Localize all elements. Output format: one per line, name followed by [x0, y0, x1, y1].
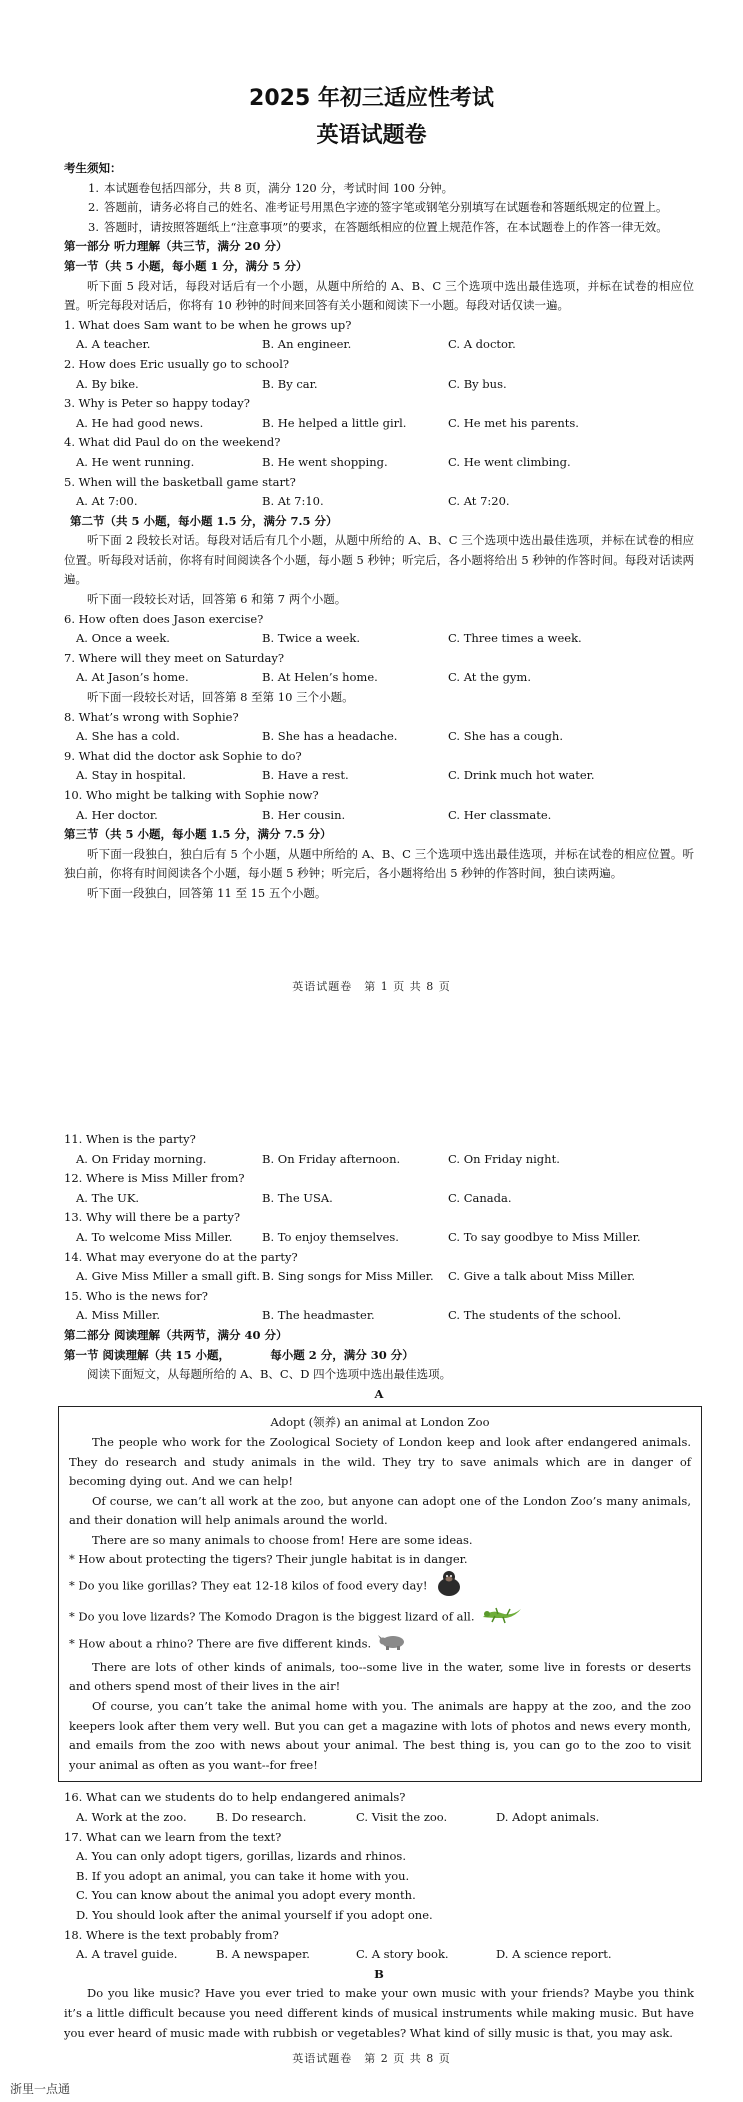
q18-option-d[interactable]: D. A science report.	[496, 1947, 612, 1962]
question-9: 9. What did the doctor ask Sophie to do? A. Stay in hospital. B. Have a rest. C. Drink much hot water.	[64, 747, 694, 786]
q15-option-b[interactable]: B. The headmaster.	[262, 1308, 375, 1323]
q13-option-c[interactable]: C. To say goodbye to Miss Miller.	[448, 1229, 641, 1244]
q15-option-c[interactable]: C. The students of the school.	[448, 1308, 622, 1323]
q6-option-c[interactable]: C. Three times a week.	[448, 631, 582, 646]
q6-option-b[interactable]: B. Twice a week.	[262, 631, 361, 646]
lizard-icon	[481, 1603, 523, 1632]
rhino-icon	[377, 1631, 407, 1658]
q10-option-c[interactable]: C. Her classmate.	[448, 807, 552, 822]
reading-section1-heading: 第一节 阅读理解（共 15 小题， 每小题 2 分，满分 30 分）	[64, 1347, 414, 1362]
question-12: 12. Where is Miss Miller from? A. The UK. B. The USA. C. Canada.	[64, 1169, 694, 1208]
q2-option-c[interactable]: C. By bus.	[448, 376, 507, 391]
page2-footer: 英语试题卷 第 2 页 共 8 页	[292, 2052, 451, 2065]
q16-option-c[interactable]: C. Visit the zoo.	[356, 1810, 448, 1824]
passage-a-bullet-gorillas: * Do you like gorillas? They eat 12-18 kilos of food every day!	[69, 1570, 691, 1603]
reading-instructions: 阅读下面短文，从每题所给的 A、B、C、D 四个选项中选出最佳选项。	[87, 1367, 452, 1382]
q10-option-b[interactable]: B. Her cousin.	[262, 807, 346, 822]
q18-option-b[interactable]: B. A newspaper.	[216, 1947, 310, 1962]
q16-option-a[interactable]: A. Work at the zoo.	[76, 1810, 187, 1824]
q7-option-c[interactable]: C. At the gym.	[448, 670, 531, 685]
notice-item-3: 3. 答题时，请按照答题纸上“注意事项”的要求，在答题纸相应的位置上规范作答，在本试题卷上的作答一律无效。	[88, 219, 668, 234]
q7-option-a[interactable]: A. At Jason’s home.	[76, 670, 189, 685]
q16-option-d[interactable]: D. Adopt animals.	[496, 1810, 600, 1824]
question-11: 11. When is the party? A. On Friday morning. B. On Friday afternoon. C. On Friday night.	[64, 1130, 694, 1169]
page1-content	[64, 159, 694, 904]
question-13: 13. Why will there be a party? A. To welcome Miss Miller. B. To enjoy themselves. C. To say goodbye to Miss Miller.	[64, 1208, 694, 1247]
question-18: 18. Where is the text probably from? A. A travel guide. B. A newspaper. C. A story book. D. A science report.	[64, 1926, 694, 1965]
q8-option-c[interactable]: C. She has a cough.	[448, 729, 563, 744]
q8-option-b[interactable]: B. She has a headache.	[262, 729, 398, 744]
passage-a-paragraph-1: The people who work for the Zoological Society of London keep and look after endangered animals. They do research and study animals in the wild. They try to save animals which are in danger of becoming dying out. And we can help!	[69, 1434, 691, 1489]
q9-option-c[interactable]: C. Drink much hot water.	[448, 768, 595, 783]
question-14: 14. What may everyone do at the party? A. Give Miss Miller a small gift. B. Sing songs for Miss Miller. C. Give a talk about Miss Miller.	[64, 1248, 694, 1287]
q13-option-a[interactable]: A. To welcome Miss Miller.	[76, 1229, 233, 1244]
notice-item-1: 1. 本试题卷包括四部分，共 8 页，满分 120 分，考试时间 100 分钟。	[88, 180, 454, 195]
question-16: 16. What can we students do to help endangered animals? A. Work at the zoo. B. Do research. C. Visit the zoo. D. Adopt animals.	[64, 1788, 694, 1827]
q12-option-b[interactable]: B. The USA.	[262, 1190, 333, 1205]
passage-a-box	[58, 1406, 702, 1782]
q5-option-c[interactable]: C. At 7:20.	[448, 494, 510, 509]
q14-option-b[interactable]: B. Sing songs for Miss Miller.	[262, 1269, 434, 1284]
section2-lead-2: 听下面一段较长对话，回答第 8 至第 10 三个小题。	[87, 690, 354, 705]
passage-a-paragraph-5: Of course, you can’t take the animal home with you. The animals are happy at the zoo, and the zoo keepers look after them very well. But you can get a magazine with lots of photos and news every month, and emails from the zoo with news about your animal. The best thing is, you can go to the zoo to visit your animal as often as you want--for free!	[69, 1699, 691, 1772]
page1-footer: 英语试题卷 第 1 页 共 8 页	[292, 980, 451, 993]
q18-option-c[interactable]: C. A story book.	[356, 1947, 449, 1962]
q3-option-b[interactable]: B. He helped a little girl.	[262, 415, 407, 430]
notice-heading: 考生须知：	[64, 161, 122, 175]
q14-option-a[interactable]: A. Give Miss Miller a small gift.	[76, 1269, 260, 1284]
q16-option-b[interactable]: B. Do research.	[216, 1810, 307, 1824]
passage-a-paragraph-2: Of course, we can’t all work at the zoo, but anyone can adopt one of the London Zoo’s many animals, and their donation will help animals around the world.	[69, 1493, 691, 1528]
q12-option-a[interactable]: A. The UK.	[76, 1190, 140, 1205]
section3-heading: 第三节（共 5 小题，每小题 1.5 分，满分 7.5 分）	[64, 827, 332, 842]
question-8: 8. What’s wrong with Sophie? A. She has a cold. B. She has a headache. C. She has a cough.	[64, 708, 694, 747]
q2-option-a[interactable]: A. By bike.	[76, 376, 139, 391]
gorilla-icon	[434, 1570, 464, 1603]
question-2: 2. How does Eric usually go to school? A. By bike. B. By car. C. By bus.	[64, 355, 694, 394]
passage-a-title: Adopt (领养) an animal at London Zoo	[270, 1415, 490, 1430]
part1-heading: 第一部分 听力理解（共三节，满分 20 分）	[64, 239, 288, 254]
q5-option-b[interactable]: B. At 7:10.	[262, 494, 324, 509]
exam-title: 2025 年初三适应性考试	[249, 86, 494, 111]
q1-option-b[interactable]: B. An engineer.	[262, 337, 352, 352]
q10-option-a[interactable]: A. Her doctor.	[76, 807, 158, 822]
passage-a-bullet-tigers: * How about protecting the tigers? Their jungle habitat is in danger.	[69, 1552, 468, 1567]
q18-option-a[interactable]: A. A travel guide.	[76, 1947, 178, 1962]
q2-option-b[interactable]: B. By car.	[262, 376, 318, 391]
section2-heading: 第二节（共 5 小题，每小题 1.5 分，满分 7.5 分）	[70, 513, 338, 528]
section2-lead-1: 听下面一段较长对话，回答第 6 和第 7 两个小题。	[87, 592, 347, 607]
question-3: 3. Why is Peter so happy today? A. He had good news. B. He helped a little girl. C. He met his parents.	[64, 394, 694, 433]
q13-option-b[interactable]: B. To enjoy themselves.	[262, 1229, 399, 1244]
notice-item-2: 2. 答题前，请务必将自己的姓名、准考证号用黑色字迹的签字笔或钢笔分别填写在试题卷和答题纸规定的位置上。	[88, 200, 668, 215]
q8-option-a[interactable]: A. She has a cold.	[76, 729, 180, 744]
q4-option-b[interactable]: B. He went shopping.	[262, 454, 388, 469]
q9-option-b[interactable]: B. Have a rest.	[262, 768, 349, 783]
passage-a-label: A	[374, 1386, 384, 1401]
q17-option-c[interactable]: C. You can know about the animal you adopt every month.	[76, 1888, 416, 1903]
question-6: 6. How often does Jason exercise? A. Once a week. B. Twice a week. C. Three times a week.	[64, 610, 694, 649]
q4-option-c[interactable]: C. He went climbing.	[448, 454, 571, 469]
question-10: 10. Who might be talking with Sophie now? A. Her doctor. B. Her cousin. C. Her classmate.	[64, 786, 694, 825]
section1-heading: 第一节（共 5 小题，每小题 1 分，满分 5 分）	[64, 258, 308, 273]
exam-page-1	[0, 0, 743, 1040]
question-15: 15. Who is the news for? A. Miss Miller. B. The headmaster. C. The students of the school.	[64, 1287, 694, 1326]
page2-content	[64, 1130, 694, 2043]
exam-subtitle: 英语试题卷	[316, 123, 427, 148]
passage-a-paragraph-3: There are so many animals to choose from! Here are some ideas.	[92, 1532, 473, 1547]
q12-option-c[interactable]: C. Canada.	[448, 1190, 512, 1205]
q5-option-a[interactable]: A. At 7:00.	[76, 494, 138, 509]
section3-instructions: 听下面一段独白，独白后有 5 个小题，从题中所给的 A、B、C 三个选项中选出最佳选项，并标在试卷的相应位置。听独白前，你将有时间阅读各个小题，每小题 5 秒钟；听完后，各小题将给出 5 秒钟的作答时间，独白读两遍。	[64, 846, 694, 881]
question-17: 17. What can we learn from the text? A. You can only adopt tigers, gorillas, lizards and rhinos. B. If you adopt an animal, you can take it home with you. C. You can know about the animal you adopt every month. D. You should look after the animal yourself if you adopt one.	[64, 1828, 694, 1926]
watermark: 浙里一点通	[10, 2082, 71, 2096]
exam-page-2	[0, 1040, 743, 2102]
q14-option-c[interactable]: C. Give a talk about Miss Miller.	[448, 1269, 636, 1284]
q17-option-b[interactable]: B. If you adopt an animal, you can take it home with you.	[76, 1868, 410, 1883]
question-5: 5. When will the basketball game start? A. At 7:00. B. At 7:10. C. At 7:20.	[64, 473, 694, 512]
q11-option-c[interactable]: C. On Friday night.	[448, 1151, 560, 1166]
q9-option-a[interactable]: A. Stay in hospital.	[76, 768, 186, 783]
section2-instructions: 听下面 2 段较长对话。每段对话后有几个小题，从题中所给的 A、B、C 三个选项中选出最佳选项，并标在试卷的相应位置。听每段对话前，你将有时间阅读各个小题，每小题 5 秒钟；听完后，各小题将给出 5 秒钟的作答时间。每段对话读两遍。	[64, 533, 694, 587]
question-4: 4. What did Paul do on the weekend? A. He went running. B. He went shopping. C. He went climbing.	[64, 433, 694, 472]
q7-option-b[interactable]: B. At Helen’s home.	[262, 670, 378, 685]
q3-option-c[interactable]: C. He met his parents.	[448, 415, 579, 430]
question-7: 7. Where will they meet on Saturday? A. At Jason’s home. B. At Helen’s home. C. At the gym.	[64, 649, 694, 688]
q15-option-a[interactable]: A. Miss Miller.	[76, 1308, 161, 1323]
q17-option-d[interactable]: D. You should look after the animal yourself if you adopt one.	[76, 1907, 433, 1922]
passage-b-label: B	[374, 1966, 384, 1981]
q1-option-c[interactable]: C. A doctor.	[448, 337, 516, 352]
q1-option-a[interactable]: A. A teacher.	[76, 337, 151, 352]
q11-option-b[interactable]: B. On Friday afternoon.	[262, 1151, 401, 1166]
passage-a-paragraph-4: There are lots of other kinds of animals, too--some live in the water, some live in forests or deserts and others spend most of their lives in the air!	[69, 1659, 691, 1694]
question-1: 1. What does Sam want to be when he grows up? A. A teacher. B. An engineer. C. A doctor.	[64, 316, 694, 355]
q6-option-a[interactable]: A. Once a week.	[76, 631, 170, 646]
q17-option-a[interactable]: A. You can only adopt tigers, gorillas, lizards and rhinos.	[76, 1849, 406, 1864]
q3-option-a[interactable]: A. He had good news.	[76, 415, 204, 430]
passage-a-bullet-rhino: * How about a rhino? There are five different kinds.	[69, 1631, 691, 1658]
part2-heading: 第二部分 阅读理解（共两节，满分 40 分）	[64, 1327, 288, 1342]
passage-a-bullet-lizards: * Do you love lizards? The Komodo Dragon is the biggest lizard of all.	[69, 1603, 691, 1632]
q11-option-a[interactable]: A. On Friday morning.	[76, 1151, 207, 1166]
q4-option-a[interactable]: A. He went running.	[76, 454, 195, 469]
passage-b-paragraph-1: Do you like music? Have you ever tried to make your own music with your friends? Maybe you think it’s a little difficult because you need different kinds of musical instruments while making music. But have you ever heard of music made with rubbish or vegetables? What kind of silly music is that, you may ask.	[64, 1986, 694, 2040]
section3-lead: 听下面一段独白，回答第 11 至 15 五个小题。	[87, 885, 327, 900]
section1-instructions: 听下面 5 段对话，每段对话后有一个小题，从题中所给的 A、B、C 三个选项中选出最佳选项，并标在试卷的相应位置。听完每段对话后，你将有 10 秒钟的时间来回答有关小题和阅读下一小题。每段对话仅读一遍。	[64, 278, 694, 313]
